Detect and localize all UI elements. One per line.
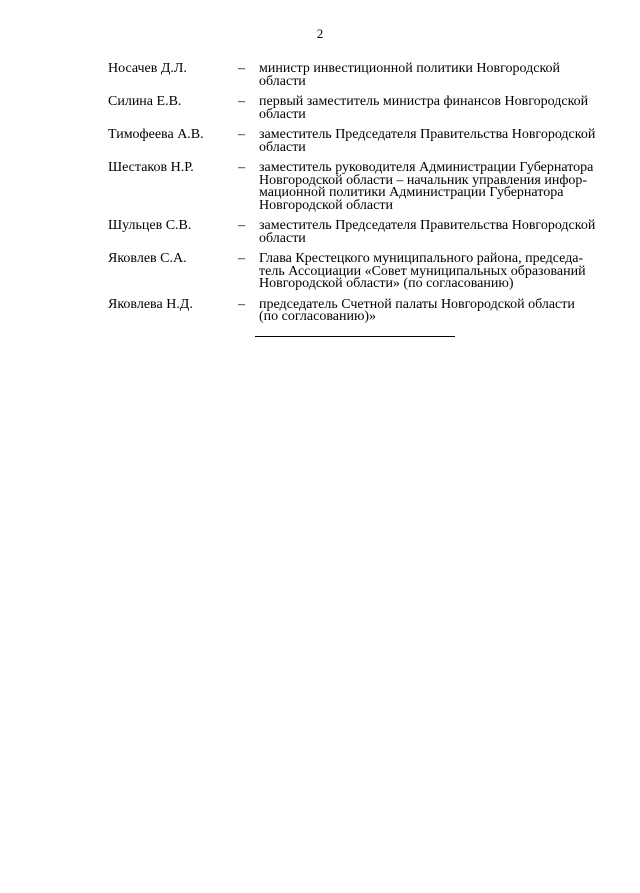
member-list [108, 63, 608, 332]
role-line: (по согласованию)» [259, 309, 377, 324]
member-role [259, 63, 605, 88]
list-item [108, 129, 608, 154]
member-role [259, 162, 605, 212]
role-line: Глава Крестецкого муниципального района, председа- [259, 251, 584, 266]
role-line: Новгородской области» (по согласованию) [259, 276, 514, 291]
list-item [108, 296, 608, 324]
separator-dash: – [238, 251, 245, 266]
separator-dash: – [238, 160, 245, 175]
role-line: тель Ассоциации «Совет муниципальных образований [259, 263, 586, 279]
role-line: заместитель руководителя Администрации Губернатора [259, 160, 594, 175]
member-role [259, 253, 605, 291]
role-line: области [259, 230, 306, 246]
page-number: 2 [316, 26, 324, 41]
member-name: Яковлева Н.Д. [108, 296, 193, 312]
role-line: области [259, 139, 306, 155]
role-line: мационной политики Администрации Губернатора [259, 185, 564, 200]
list-item [108, 253, 608, 291]
role-line: министр инвестиционной политики Новгородской [259, 61, 561, 76]
member-role [259, 220, 605, 245]
role-line: области [259, 73, 306, 89]
role-line: первый заместитель министра финансов Новгородской [259, 94, 589, 109]
list-item [108, 162, 608, 212]
end-of-list-rule [255, 336, 455, 337]
role-line: заместитель Председателя Правительства Новгородской [259, 218, 596, 233]
role-line: заместитель Председателя Правительства Новгородской [259, 127, 596, 142]
member-role [259, 96, 605, 121]
separator-dash: – [238, 296, 245, 312]
role-line: Новгородской области [259, 197, 393, 213]
member-role [259, 296, 605, 324]
role-line: Новгородской области – начальник управления инфор- [259, 172, 588, 188]
member-name: Тимофеева А.В. [108, 127, 204, 142]
member-role [259, 129, 605, 154]
separator-dash: – [238, 61, 245, 76]
member-name: Шестаков Н.Р. [108, 160, 194, 175]
member-name: Яковлев С.А. [108, 251, 187, 266]
role-line: области [259, 106, 306, 122]
member-name: Носачев Д.Л. [108, 61, 187, 76]
separator-dash: – [238, 127, 245, 142]
separator-dash: – [238, 94, 245, 109]
role-line: председатель Счетной палаты Новгородской области [259, 296, 575, 312]
separator-dash: – [238, 218, 245, 233]
member-name: Шульцев С.В. [108, 218, 192, 233]
member-name: Силина Е.В. [108, 94, 182, 109]
list-item [108, 63, 608, 88]
list-item [108, 220, 608, 245]
list-item [108, 96, 608, 121]
